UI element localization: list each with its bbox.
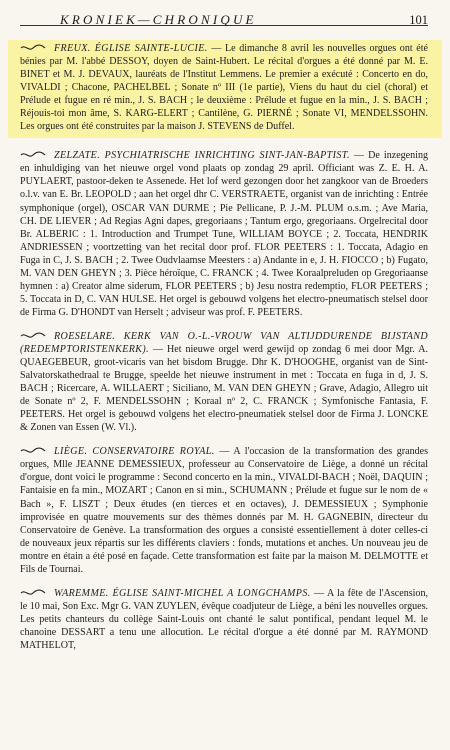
entry-place: ROESELARE. KERK VAN O.-L.-VROUW VAN ALTIJDDURENDE BIJSTAND (REDEMPTORISTENKERK). bbox=[20, 330, 428, 355]
chronicle-entry-freux bbox=[8, 40, 442, 138]
entry-place: FREUX. ÉGLISE SAINTE-LUCIE. bbox=[54, 43, 208, 54]
running-header bbox=[20, 0, 428, 26]
chronicle-entry-zelzate bbox=[20, 149, 428, 319]
entry-place: WAREMME. ÉGLISE SAINT-MICHEL A LONGCHAMPS. bbox=[54, 587, 311, 599]
entry-place: ZELZATE. PSYCHIATRISCHE INRICHTING SINT-JAN-BAPTIST. bbox=[54, 150, 350, 162]
ornament-icon bbox=[20, 331, 46, 340]
entry-body: — A la fête de l'Ascension, le 10 mai, Son Exc. Mgr G. VAN ZUYLEN, évêque coadjuteur de Liège, a béni les nouvelles orgues. Les petits chanteurs du collège Saint-Louis ont chanté le salut pontifical, pendant lequel M. le chanoine DESSART a tenu une allocution. Le récital d'orgue a été donné par M. RAYMOND MATHELOT, bbox=[20, 587, 428, 651]
chronicle-entry-liege bbox=[20, 445, 428, 575]
entry-body: — De inzegening en inhuldiging van het nieuwe orgel vond plaats op zondag 29 april. Officiant was Z. E. H. A. PUYLAERT, pastoor-deken te Assenede. Het lof werd gezongen door het zangkoor van de Broeders o.l.v. van E. Br. LEOPOLD ; aan het orgel dhr C. VERSTRAETE, organist van de inrichting : Entrée symphonique (orgel), OSCAR VAN DURME ; Pie Pellicane, P. J.-M. PLUM o.s.m. ; Ave Maria, CH. DE LIEVER ; Ad Regias Agni dapes, gregoriaans ; Tantum ergo, gregoriaans. Orgelrecital door Br. ALBERIC : 1. Introduction and Trumpet Tune, WILLIAM BOYCE ; 2. Toccata, HENDRIK ANDRIESSEN ; voortzetting van het recital door prof. FLOR PEETERS : 1. Toccata, Adagio en Fuga in C, J. S. BACH ; 2. Twee Oudvlaamse Meesters : a) Andante in e, J. H. FIOCCO ; b) Fugato, M. VAN DEN GHEYN ; 3. Pièce héroïque, C. FRANCK ; 4. Twee Koraalpreluden op Gregoriaanse hymnen : a) Creator alme siderum, FLOR PEETERS ; b) Jesu nostra redemptio, FLOR PEETERS ; 5. Toccata in D, C. VAN HULSE. Het orgel is gebouwd volgens het electro-pneumatisch stelsel door de Firma G. D'HONDT van Herselt ; adviseur was prof. F. PEETERS. bbox=[20, 150, 428, 318]
entry-body: — Le dimanche 8 avril les nouvelles orgues ont été bénies par M. l'abbé DESSOY, doyen de Saint-Hubert. Le récital d'orgues a été donné par M. E. BINET et M. J. DEVAUX, lauréats de l'Institut Lemmens. Le premier a exécuté : Concerto en do, VIVALDI ; Chacone, PACHELBEL ; Sonate nº III (1e partie), Viens du haut du ciel (choral) et Prélude et fugue en ré min., J. S. BACH ; le deuxième : Prélude et fugue en la min., J. S. BACH ; Réjouis-toi mon âme, S. KARG-ELERT ; Cantilène, G. PIERNÉ ; Sonate VI, MENDELSSOHN. Les orgues ont été construites par la maison J. STEVENS de Duffel. bbox=[20, 43, 428, 133]
ornament-icon bbox=[20, 446, 46, 455]
chronicle-entry-roeselare bbox=[20, 330, 428, 434]
entry-place: LIÈGE. CONSERVATOIRE ROYAL. bbox=[54, 446, 215, 458]
ornament-icon bbox=[20, 150, 46, 159]
ornament-icon bbox=[20, 588, 46, 597]
entry-body: — A l'occasion de la transformation des grandes orgues, Mlle JEANNE DEMESSIEUX, professeur au Conservatoire de Liège, a donné un récital d'orgue, dont voici le programme : Second concerto en la min., VIVALDI-BACH ; Noël, DAQUIN ; Fantaisie en fa min., MOZART ; Canon en si min., SCHUMANN ; Prélude et fugue sur le nom de « Bach », F. LISZT ; Deux études (en tierces et en octaves), J. DEMESSIEUX ; Symphonie improvisée en quatre mouvements sur des thèmes donnés par M. H. GAGNEBIN, directeur du Conservatoire de Genève. La transformation des orgues a consisté essentiellement à doter celles-ci de nouveaux jeux répartis sur les différents claviers : fonds, mutations et anches. Un nouveau jeu de montre en étain a été posé en façade. Cette transformation est faite par la maison M. DELMOTTE et Fils de Tournai. bbox=[20, 446, 429, 575]
ornament-icon bbox=[20, 43, 46, 52]
running-title: KRONIEK—CHRONIQUE bbox=[60, 12, 257, 27]
page-number: 101 bbox=[409, 13, 428, 27]
entry-body: — Het nieuwe orgel werd gewijd op zondag 6 mei door Mgr. A. QUAEGEBEUR, groot-vicaris van het bisdom Brugge. Dhr K. D'HOOGHE, organist van de Sint-Salvatorskathedraal te Brugge, speelde het nieuwe instrument in met : Toccata en fuga in d, J. S. BACH ; Ricercare, A. WILLAERT ; Siciliano, M. VAN DEN GHEYN ; Grave, Adagio, Allegro uit de Sonate nº 2, F. MENDELSSOHN ; Koraal nº 2, C. FRANCK ; Symfonische Fantasia, F. PEETERS. Het orgel is gebouwd volgens het electro-pneumatiek stelsel door de Firma J. LONCKE & Zonen van Essen (W. Vl.). bbox=[20, 343, 428, 434]
chronicle-entry-waremme bbox=[20, 587, 428, 652]
